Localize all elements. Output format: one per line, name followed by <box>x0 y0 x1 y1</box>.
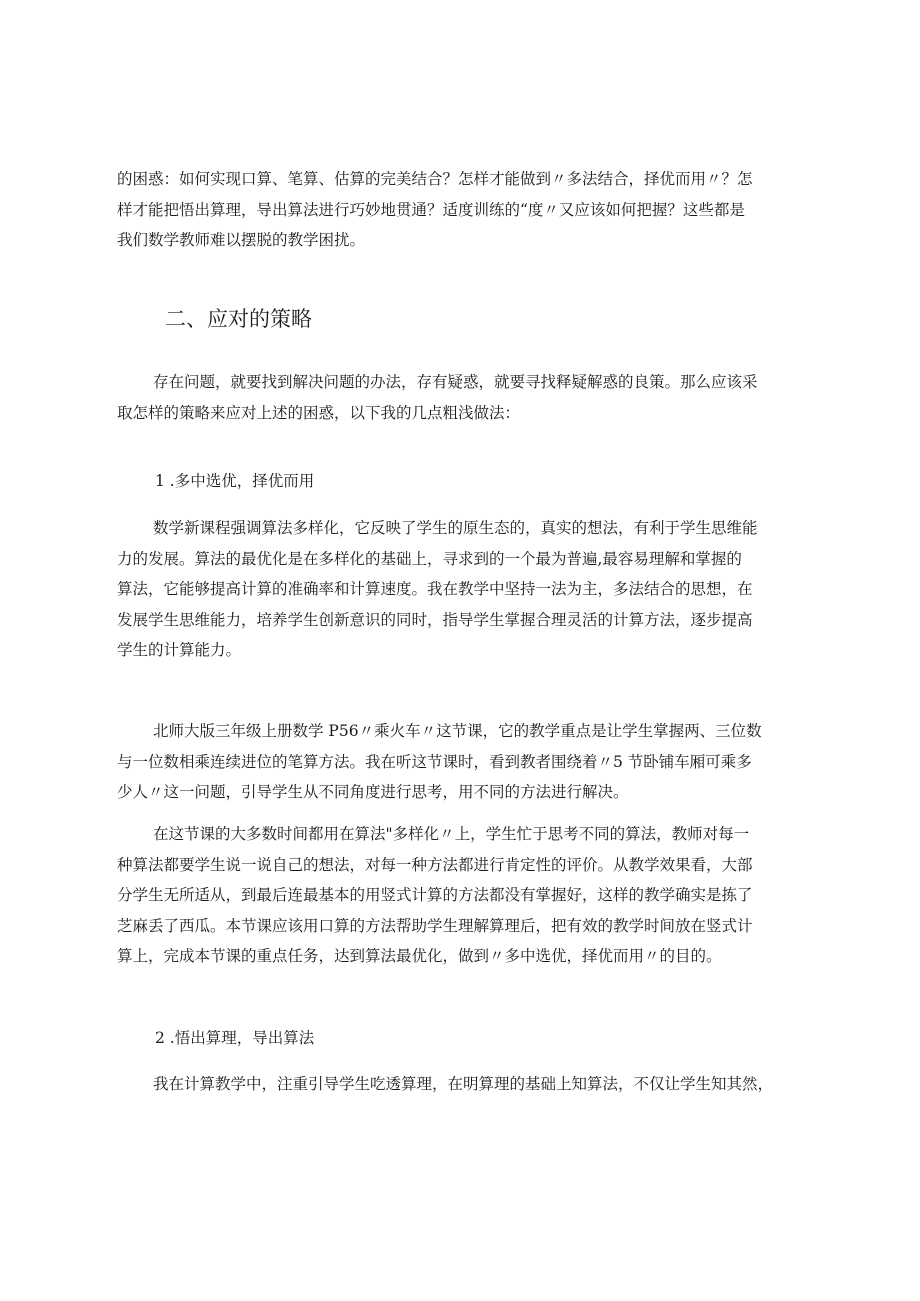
subheading-2: 2 .悟出算理，导出算法 <box>155 1029 315 1047</box>
paragraph-lesson-example <box>117 716 807 808</box>
text-line: 分学生无所适从，到最后连最基本的用竖式计算的方法都没有掌握好，这样的教学确实是拣了 <box>117 886 753 904</box>
text-line: 存在问题，就要找到解决问题的办法，存有疑惑，就要寻找释疑解惑的良策。那么应该采 <box>153 373 758 391</box>
text-line: 芝麻丢了西瓜。本节课应该用口算的方法帮助学生理解算理后，把有效的教学时间放在竖式计 <box>117 916 753 935</box>
text-line: 在这节课的大多数时间都用在算法"多样化〃上，学生忙于思考不同的算法，教师对每一 <box>153 825 750 843</box>
text-line: 与一位数相乘连续进位的笔算方法。我在听这节课时，看到教者围绕着〃5 节卧铺车厢可乘多 <box>117 752 752 771</box>
paragraph-lesson-reflection <box>117 819 807 972</box>
section-heading: 二、应对的策略 <box>165 307 312 331</box>
paragraph-understanding-principles <box>117 1069 807 1100</box>
text-line: 发展学生思维能力，培养学生创新意识的同时，指导学生掌握合理灵活的计算方法，逐步提高 <box>117 610 753 629</box>
text-line: 少人〃这一问题，引导学生从不同角度进行思考，用不同的方法进行解决。 <box>117 783 629 801</box>
text-line: 算上，完成本节课的重点任务，达到算法最优化，做到〃多中选优，择优而用〃的目的。 <box>117 947 722 965</box>
text-line: 北师大版三年级上册数学 P56〃乘火车〃这节课，它的教学重点是让学生掌握两、三位数 <box>153 722 762 740</box>
text-line: 数学新课程强调算法多样化，它反映了学生的原生态的，真实的想法，有利于学生思维能 <box>153 519 758 537</box>
text-line: 算法，它能够提高计算的准确率和计算速度。我在教学中坚持一法为主，多法结合的思想，在 <box>117 580 753 598</box>
paragraph-intro-continued <box>117 164 807 256</box>
text-line: 样才能把悟出算理，导出算法进行巧妙地贯通？适度训练的“度〃又应该如何把握？这些都是 <box>117 200 745 219</box>
text-line: 取怎样的策略来应对上述的困惑，以下我的几点粗浅做法： <box>117 403 521 422</box>
paragraph-strategy-intro <box>117 367 807 428</box>
text-line: 的困惑：如何实现口算、笔算、估算的完美结合？怎样才能做到〃多法结合，择优而用〃？怎 <box>117 170 753 188</box>
paragraph-algorithm-diversity <box>117 513 807 666</box>
text-line: 我在计算教学中，注重引导学生吃透算理，在明算理的基础上知算法，不仅让学生知其然， <box>153 1075 774 1093</box>
subheading-1: 1 .多中选优，择优而用 <box>155 472 315 490</box>
text-line: 种算法都要学生说一说自己的想法，对每一种方法都进行肯定性的评价。从教学效果看，大部 <box>117 855 753 874</box>
text-line: 学生的计算能力。 <box>117 641 242 659</box>
text-line: 我们数学教师难以摆脱的教学困扰。 <box>117 231 366 249</box>
text-line: 力的发展。算法的最优化是在多样化的基础上，寻求到的一个最为普遍,最容易理解和掌握的 <box>117 549 742 568</box>
